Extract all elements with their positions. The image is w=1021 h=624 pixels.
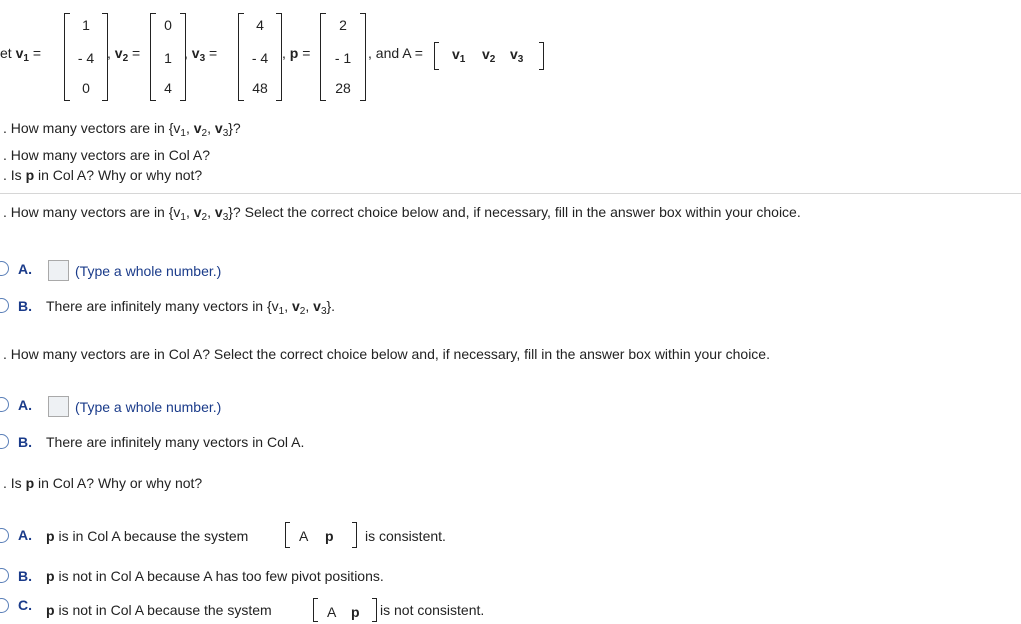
matrix-cell: 1 (164, 50, 172, 66)
part1-optionB-label[interactable]: B. (18, 298, 32, 314)
let-prefix: et (0, 45, 12, 61)
v1-symbol: $v_1$ (15, 45, 29, 64)
matrix-cell: 1 (82, 17, 90, 33)
part2-optionA-hint: (Type a whole number.) (75, 399, 222, 415)
part2-answer-box[interactable] (48, 396, 69, 417)
v3-symbol: $v_3$ (191, 45, 206, 64)
A-col-1: $v_1$ (452, 46, 466, 65)
part3-optionC-text[interactable]: p is not in Col A because the system (46, 602, 272, 618)
matrix-cell: 4 (256, 17, 264, 33)
part3-optionC-label[interactable]: C. (18, 597, 32, 613)
part3-optionA-augmented-matrix: A p (285, 520, 357, 550)
part2-optionB-text[interactable]: There are infinitely many vectors in Col A. (46, 434, 305, 450)
matrix-cell: 4 (164, 80, 172, 96)
v3-symbol-group: , $v_3$ = (184, 45, 218, 64)
part1-optionB-radio[interactable] (0, 298, 9, 313)
part2-optionA-label[interactable]: A. (18, 397, 32, 413)
matrix-cell: - 4 (77, 50, 95, 66)
matrix-p (320, 13, 366, 103)
part3-optionC-tail[interactable]: is not consistent. (380, 602, 485, 618)
part2-optionB-radio[interactable] (0, 434, 9, 449)
part3-optionA-radio[interactable] (0, 528, 9, 543)
part2-prompt: . How many vectors are in Col A? Select the correct choice below and, if necessary, fill in the answer box within your choice. (3, 346, 770, 362)
part1-answer-box[interactable] (48, 260, 69, 281)
matrix-cell: - 1 (334, 50, 352, 66)
part3-optionB-text[interactable]: p is not in Col A because A has too few pivot positions. (46, 568, 384, 584)
v2-symbol: $v_2$ (114, 45, 129, 64)
matrix-v2 (150, 13, 186, 103)
matrix-A (434, 40, 544, 70)
part2-optionA-radio[interactable] (0, 397, 9, 412)
part3-prompt: . Is p in Col A? Why or why not? (3, 475, 203, 491)
matrix-cell: - 4 (251, 50, 269, 66)
part1-optionA-hint: (Type a whole number.) (75, 263, 222, 279)
matrix-cell: 28 (335, 80, 351, 96)
part1-optionA-radio[interactable] (0, 261, 9, 276)
question-1: . How many vectors are in {$v_1$, $v_2$, $v_3$}? (3, 120, 241, 139)
part3-optionA-text[interactable]: p is in Col A because the system (46, 528, 249, 544)
part3-optionC-augmented-matrix: A p (313, 596, 377, 624)
vector-definitions (0, 45, 41, 64)
section-divider (0, 193, 1021, 194)
part3-optionB-radio[interactable] (0, 568, 9, 583)
part3-optionA-label[interactable]: A. (18, 527, 32, 543)
question-3: . Is p in Col A? Why or why not? (3, 167, 203, 183)
part2-optionB-label[interactable]: B. (18, 434, 32, 450)
A-col-2: $v_2$ (482, 46, 496, 65)
question-2: . How many vectors are in Col A? (3, 147, 210, 163)
and-A-label: , and A = (368, 45, 423, 61)
part3-optionA-tail[interactable]: is consistent. (365, 528, 446, 544)
matrix-v3 (238, 13, 282, 103)
part1-prompt: . How many vectors are in {$v_1$, $v_2$, $v_3$}? Select the correct choice below and, if necessary, fill in the answer box within your choice. (3, 204, 801, 223)
matrix-v1 (64, 13, 108, 103)
p-symbol: p (289, 45, 299, 61)
part3-optionB-label[interactable]: B. (18, 568, 32, 584)
matrix-cell: 0 (164, 17, 172, 33)
matrix-cell: 2 (339, 17, 347, 33)
matrix-cell: 0 (82, 80, 90, 96)
equals-sign: = (32, 45, 42, 61)
part1-optionB-text[interactable]: There are infinitely many vectors in {$v_1$, $v_2$, $v_3$}. (46, 298, 336, 317)
p-symbol-group: , p = (282, 45, 311, 61)
v2-symbol-group: , $v_2$ = (107, 45, 141, 64)
matrix-cell: 48 (252, 80, 268, 96)
part3-optionC-radio[interactable] (0, 598, 9, 613)
part1-optionA-label[interactable]: A. (18, 261, 32, 277)
A-col-3: $v_3$ (510, 46, 524, 65)
